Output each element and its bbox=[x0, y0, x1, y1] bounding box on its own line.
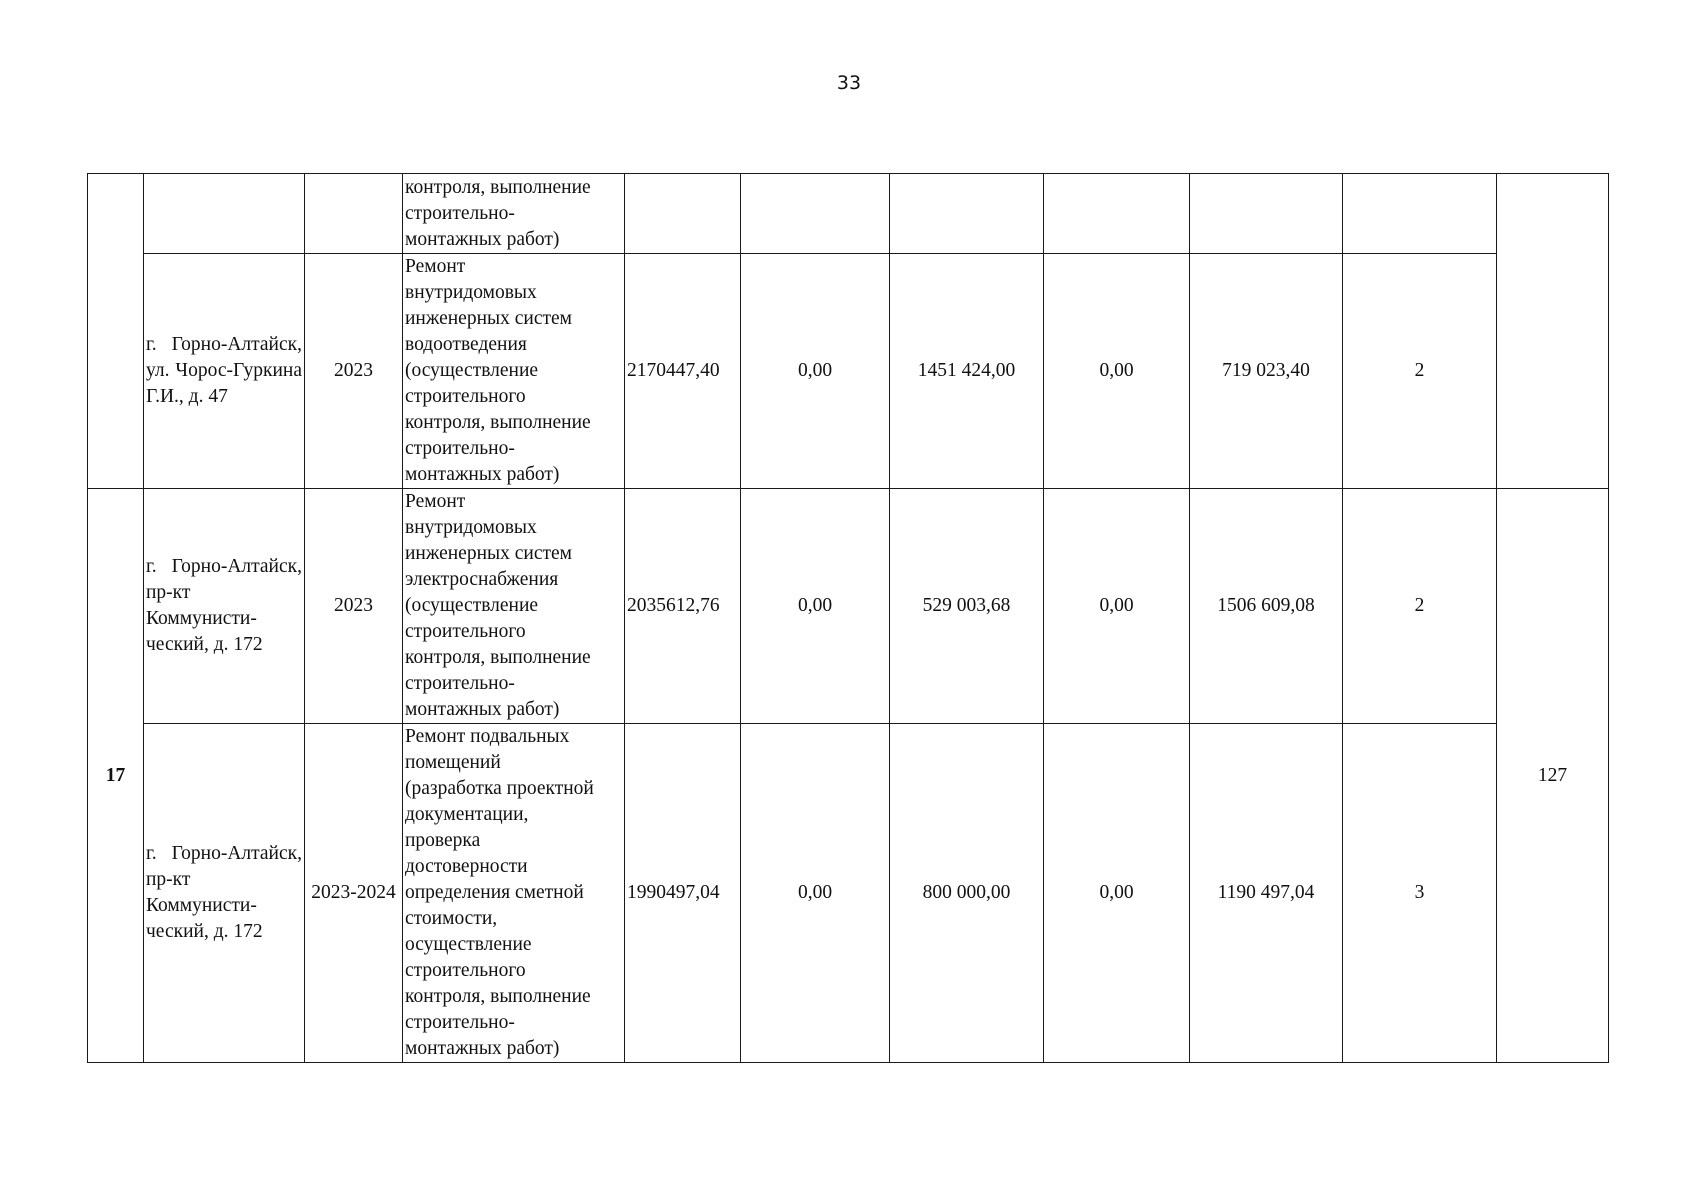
fund-4-cell: 1506 609,08 bbox=[1190, 489, 1343, 724]
table-row bbox=[88, 489, 1609, 724]
row-number-cell-previous bbox=[88, 174, 144, 489]
table-row bbox=[88, 724, 1609, 1063]
address-cell: г. Горно-Алтайск, пр-кт Коммунисти-ческий, д. 172 bbox=[144, 489, 305, 724]
quantity-cell: 127 bbox=[1497, 489, 1609, 1063]
work-description-cell bbox=[403, 489, 625, 724]
fund-2-cell bbox=[890, 174, 1044, 254]
fund-3-cell: 0,00 bbox=[1044, 724, 1190, 1063]
fund-1-cell bbox=[741, 174, 890, 254]
address-cell: г. Горно-Алтайск, пр-кт Коммунисти-ческий, д. 172 bbox=[144, 724, 305, 1063]
work-line: помещений bbox=[405, 752, 501, 773]
fund-2-cell: 800 000,00 bbox=[890, 724, 1044, 1063]
work-line: электроснабжения bbox=[405, 569, 559, 590]
quantity-cell-previous bbox=[1497, 174, 1609, 489]
work-line: монтажных работ) bbox=[405, 1038, 560, 1059]
total-cost-cell bbox=[625, 174, 741, 254]
priority-cell bbox=[1343, 174, 1497, 254]
work-line: строительно- bbox=[405, 673, 515, 694]
fund-2-cell: 529 003,68 bbox=[890, 489, 1044, 724]
fund-3-cell bbox=[1044, 174, 1190, 254]
total-cost-cell: 2170447,40 bbox=[625, 254, 741, 489]
work-line: Ремонт bbox=[405, 491, 466, 512]
work-line: определения сметной bbox=[405, 882, 584, 903]
priority-cell: 2 bbox=[1343, 489, 1497, 724]
work-line: строительно- bbox=[405, 1012, 515, 1033]
fund-3-cell: 0,00 bbox=[1044, 489, 1190, 724]
work-line: Ремонт bbox=[405, 256, 466, 277]
work-line: монтажных работ) bbox=[405, 464, 560, 485]
work-line: достоверности bbox=[405, 856, 528, 877]
page-number: 33 bbox=[836, 72, 862, 94]
table-row bbox=[88, 174, 1609, 254]
work-description-cell bbox=[403, 724, 625, 1063]
work-line: водоотведения bbox=[405, 334, 527, 355]
row-number-cell: 17 bbox=[88, 489, 144, 1063]
work-line: контроля, выполнение bbox=[405, 986, 591, 1007]
work-line: (осуществление bbox=[405, 595, 539, 616]
work-line: внутридомовых bbox=[405, 517, 537, 538]
work-line: монтажных работ) bbox=[405, 699, 560, 720]
priority-cell: 2 bbox=[1343, 254, 1497, 489]
address-cell bbox=[144, 174, 305, 254]
work-line: строительного bbox=[405, 386, 526, 407]
fund-3-cell: 0,00 bbox=[1044, 254, 1190, 489]
fund-4-cell bbox=[1190, 174, 1343, 254]
fund-1-cell: 0,00 bbox=[741, 254, 890, 489]
total-cost-cell: 2035612,76 bbox=[625, 489, 741, 724]
work-line: инженерных систем bbox=[405, 308, 573, 329]
year-cell bbox=[305, 174, 403, 254]
priority-cell: 3 bbox=[1343, 724, 1497, 1063]
work-line: Ремонт подвальных bbox=[405, 726, 570, 747]
work-description-cell bbox=[403, 174, 625, 254]
work-line: строительного bbox=[405, 960, 526, 981]
total-cost-cell: 1990497,04 bbox=[625, 724, 741, 1063]
work-line: (разработка проектной bbox=[405, 778, 594, 799]
work-line: строительного bbox=[405, 621, 526, 642]
year-cell: 2023 bbox=[305, 254, 403, 489]
work-line: проверка bbox=[405, 830, 481, 851]
work-line: строительно- bbox=[405, 202, 515, 224]
fund-1-cell: 0,00 bbox=[741, 489, 890, 724]
fund-1-cell: 0,00 bbox=[741, 724, 890, 1063]
work-line: стоимости, bbox=[405, 908, 498, 929]
year-cell: 2023 bbox=[305, 489, 403, 724]
work-line: строительно- bbox=[405, 438, 515, 459]
work-line: контроля, выполнение bbox=[405, 412, 591, 433]
work-line: документации, bbox=[405, 804, 529, 825]
work-line: контроля, выполнение bbox=[405, 176, 591, 198]
work-line: инженерных систем bbox=[405, 543, 573, 564]
fund-4-cell: 719 023,40 bbox=[1190, 254, 1343, 489]
table-row bbox=[88, 254, 1609, 489]
work-line: внутридомовых bbox=[405, 282, 537, 303]
year-cell: 2023-2024 bbox=[305, 724, 403, 1063]
repair-program-table bbox=[87, 173, 1609, 1063]
address-cell: г. Горно-Алтайск, ул. Чорос-Гуркина Г.И., д. 47 bbox=[144, 254, 305, 489]
work-line: монтажных работ) bbox=[405, 228, 560, 250]
fund-4-cell: 1190 497,04 bbox=[1190, 724, 1343, 1063]
work-line: контроля, выполнение bbox=[405, 647, 591, 668]
fund-2-cell: 1451 424,00 bbox=[890, 254, 1044, 489]
work-description-cell bbox=[403, 254, 625, 489]
work-line: осуществление bbox=[405, 934, 532, 955]
work-line: (осуществление bbox=[405, 360, 539, 381]
